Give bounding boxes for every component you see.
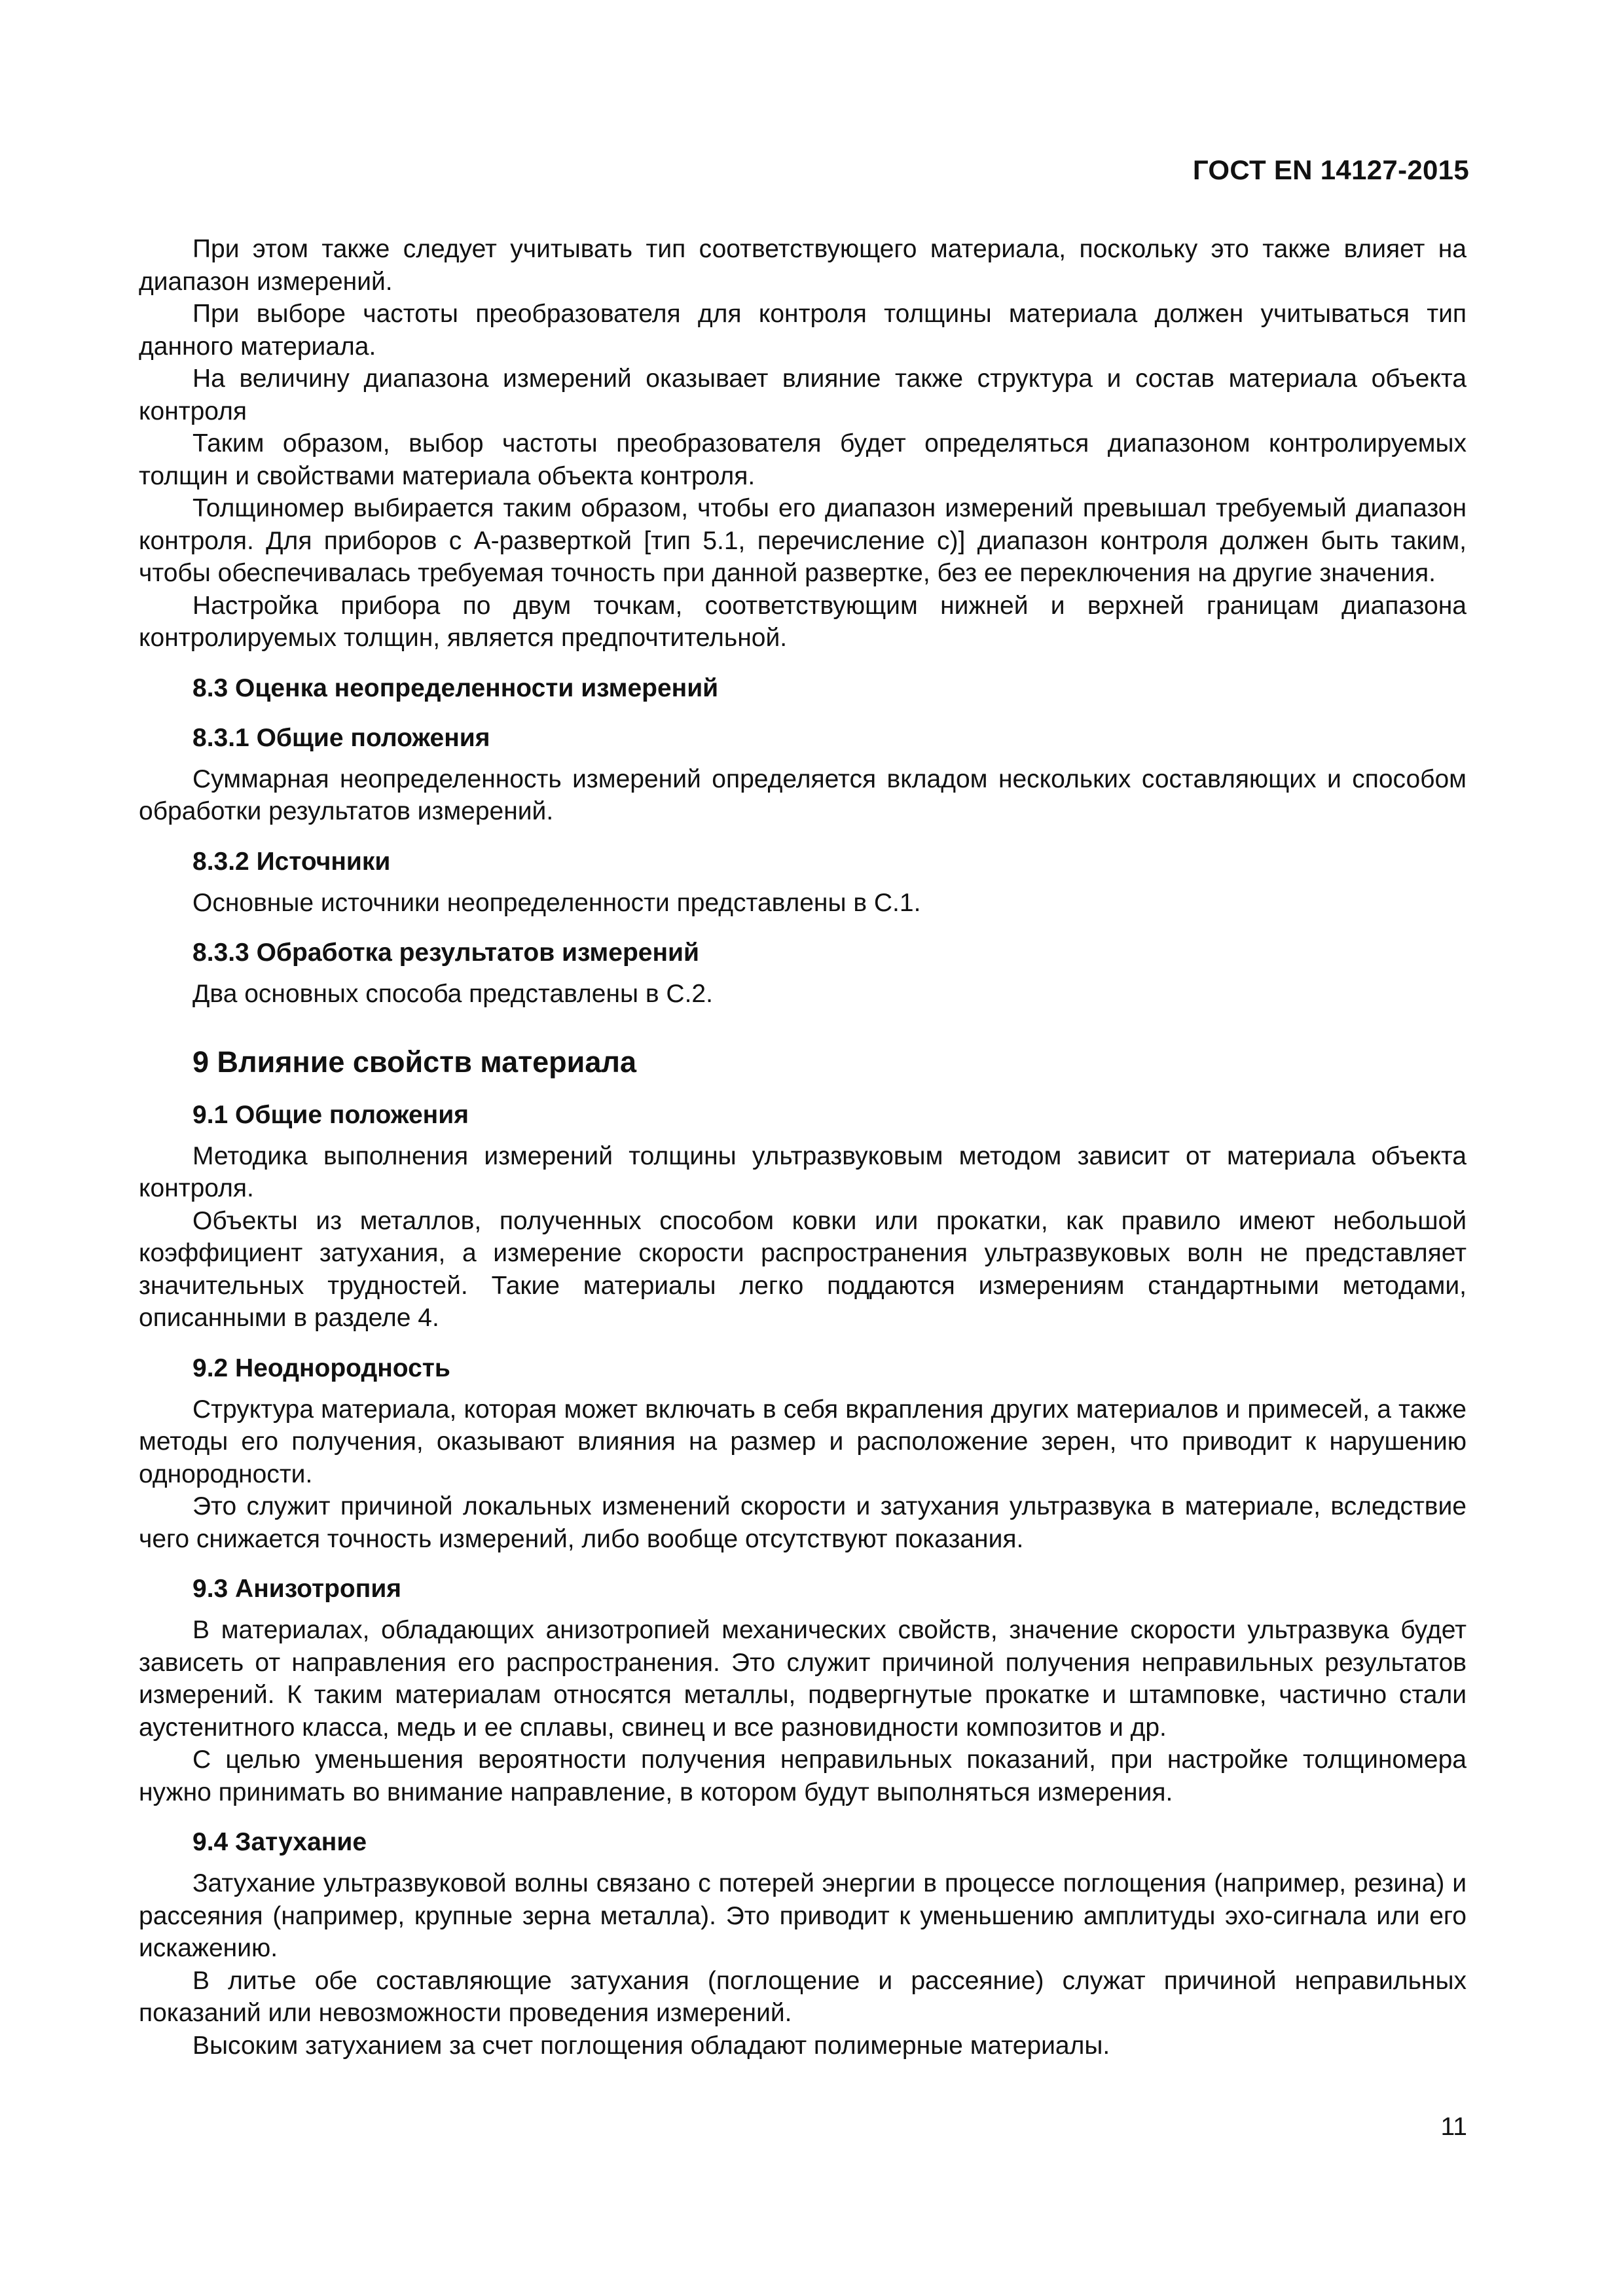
paragraph: Затухание ультразвуковой волны связано с потерей энергии в процессе поглощения (например, резина) и рассеяния (например, крупные зерна металла). Это приводит к уменьшению амплитуды эхо-сигнала или его искажению.	[139, 1869, 1467, 1962]
paragraph: В литье обе составляющие затухания (поглощение и рассеяние) служат причиной неправильных показаний или невозможности проведения измерений.	[139, 1966, 1467, 2027]
subsection-heading-9-1: 9.1 Общие положения	[192, 1100, 469, 1129]
document-code-header: ГОСТ EN 14127-2015	[1192, 154, 1469, 185]
paragraph: Структура материала, которая может включать в себя вкрапления других материалов и примесей, а также методы его получения, оказывают влияния на размер и расположение зерен, что приводит к нарушению однородности.	[139, 1395, 1467, 1488]
subsection-heading-8-3-1: 8.3.1 Общие положения	[192, 723, 490, 752]
paragraph: С целью уменьшения вероятности получения неправильных показаний, при настройке толщиномера нужно принимать во внимание направление, в котором будут выполняться измерения.	[139, 1746, 1467, 1806]
paragraph: На величину диапазона измерений оказывает влияние также структура и состав материала объекта контроля	[139, 365, 1467, 425]
paragraph: При выборе частоты преобразователя для контроля толщины материала должен учитываться тип данного материала.	[139, 300, 1467, 361]
paragraph: Методика выполнения измерений толщины ультразвуковым методом зависит от материала объекта контроля.	[139, 1141, 1467, 1202]
subsection-heading-9-2: 9.2 Неоднородность	[192, 1354, 450, 1382]
paragraph: При этом также следует учитывать тип соответствующего материала, поскольку это также влияет на диапазон измерений.	[139, 235, 1467, 296]
paragraph: Основные источники неопределенности представлены в С.1.	[192, 888, 921, 917]
subsection-heading-9-4: 9.4 Затухание	[192, 1828, 367, 1856]
section-heading-8-3: 8.3 Оценка неопределенности измерений	[192, 673, 719, 702]
intro-block	[139, 233, 1467, 655]
page-number: 11	[1440, 2113, 1467, 2141]
paragraph: Высоким затуханием за счет поглощения обладают полимерные материалы.	[192, 2031, 1110, 2060]
subsection-heading-9-3: 9.3 Анизотропия	[192, 1575, 402, 1603]
paragraph: Суммарная неопределенность измерений определяется вкладом нескольких составляющих и способом обработки результатов измерений.	[139, 764, 1467, 825]
paragraph: Объекты из металлов, полученных способом ковки или прокатки, как правило имеют небольшой коэффициент затухания, а измерение скорости распространения ультразвуковых волн не представляет значительных трудностей. Такие материалы легко поддаются измерениям стандартными методами, описанными в разделе 4.	[139, 1206, 1467, 1332]
paragraph: Толщиномер выбирается таким образом, чтобы его диапазон измерений превышал требуемый диапазон контроля. Для приборов с А-разверткой [тип 5.1, перечисление с)] диапазон контроля должен быть таким, чтобы обеспечивалась требуемая точность при данной развертке, без ее переключения на другие значения.	[139, 494, 1467, 587]
section-heading-9: 9 Влияние свойств материала	[192, 1045, 636, 1079]
paragraph: В материалах, обладающих анизотропией механических свойств, значение скорости ультразвука будет зависеть от направления его распространения. Это служит причиной получения неправильных результатов измерений. К таким материалам относятся металлы, подвергнутые прокатке и штамповке, частично стали аустенитного класса, медь и ее сплавы, свинец и все разновидности композитов и др.	[139, 1616, 1467, 1742]
subsection-heading-8-3-3: 8.3.3 Обработка результатов измерений	[192, 939, 699, 967]
paragraph: Таким образом, выбор частоты преобразователя будет определяться диапазоном контролируемых толщин и свойствами материала объекта контроля.	[139, 429, 1467, 490]
paragraph: Два основных способа представлены в С.2.	[192, 980, 713, 1008]
paragraph: Настройка прибора по двум точкам, соответствующим нижней и верхней границам диапазона контролируемых толщин, является предпочтительной.	[139, 591, 1467, 652]
page-content	[139, 233, 1467, 2062]
subsection-heading-8-3-2: 8.3.2 Источники	[192, 847, 391, 876]
paragraph: Это служит причиной локальных изменений скорости и затухания ультразвука в материале, вследствие чего снижается точность измерений, либо вообще отсутствуют показания.	[139, 1492, 1467, 1553]
